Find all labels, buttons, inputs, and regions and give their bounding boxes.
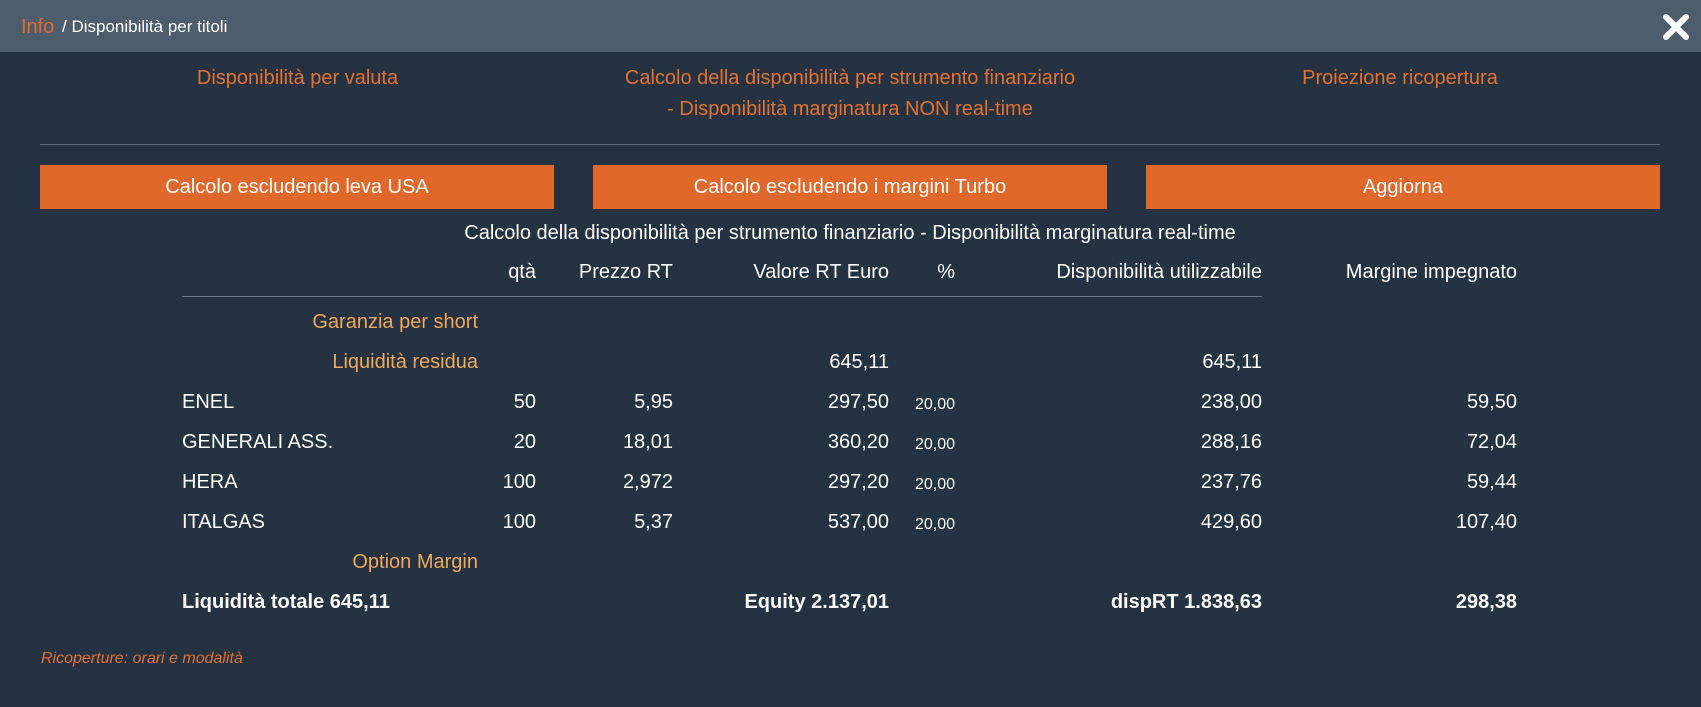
row-disp: 237,76 (1200, 471, 1262, 493)
row-qta: 20 (513, 431, 536, 453)
row-valore: 297,50 (827, 391, 889, 413)
header-margine: Margine impegnato (1345, 261, 1517, 283)
margine-total: 298,38 (1455, 591, 1517, 613)
close-icon[interactable] (1661, 12, 1691, 42)
escludi-margini-turbo-button[interactable]: Calcolo escludendo i margini Turbo (593, 165, 1107, 209)
row-name: ENEL (182, 391, 235, 413)
row-qta: 100 (502, 511, 536, 533)
title-bar (0, 0, 1701, 52)
liquidita-residua-disp: 645,11 (1202, 351, 1262, 373)
row-name: HERA (182, 471, 238, 493)
info-label: Info (21, 16, 55, 38)
section-divider (40, 144, 1660, 145)
nav-calcolo-strumento[interactable] (565, 63, 1135, 125)
row-disp: 238,00 (1200, 391, 1262, 413)
row-percent: 20,00 (914, 396, 955, 413)
row-prezzo: 2,972 (622, 471, 673, 493)
row-valore: 360,20 (827, 431, 889, 453)
aggiorna-button[interactable]: Aggiorna (1146, 165, 1660, 209)
row-qta: 50 (513, 391, 536, 413)
nav-proiezione-ricopertura[interactable]: Proiezione ricopertura (1302, 67, 1498, 89)
header-disponibilita: Disponibilità utilizzabile (1056, 261, 1262, 283)
row-name: ITALGAS (182, 511, 265, 533)
row-percent: 20,00 (914, 476, 955, 493)
row-margine: 59,44 (1466, 471, 1517, 493)
row-prezzo: 18,01 (622, 431, 673, 453)
garanzia-label: Garanzia per short (312, 311, 478, 333)
nav-calcolo-strumento-line2: - Disponibilità marginatura NON real-time (667, 98, 1033, 120)
escludi-leva-usa-button[interactable]: Calcolo escludendo leva USA (40, 165, 554, 209)
row-disp: 288,16 (1200, 431, 1262, 453)
header-qta: qtà (508, 261, 536, 283)
disp-rt-total: dispRT 1.838,63 (1110, 591, 1262, 613)
row-valore: 297,20 (827, 471, 889, 493)
row-qta: 100 (502, 471, 536, 493)
row-valore: 537,00 (827, 511, 889, 533)
table-title: Calcolo della disponibilità per strumento finanziario - Disponibilità marginatura real-time (464, 222, 1236, 244)
liquidita-residua-label: Liquidità residua (332, 351, 478, 373)
row-percent: 20,00 (914, 436, 955, 453)
liquidita-residua-valore: 645,11 (829, 351, 889, 373)
nav-disponibilita-valuta[interactable]: Disponibilità per valuta (196, 67, 399, 89)
row-prezzo: 5,95 (634, 391, 673, 413)
breadcrumb: / Disponibilità per titoli (62, 17, 228, 36)
row-margine: 107,40 (1455, 511, 1517, 533)
row-percent: 20,00 (914, 516, 955, 533)
row-name: GENERALI ASS. (182, 431, 334, 453)
row-margine: 59,50 (1466, 391, 1517, 413)
header-valore: Valore RT Euro (753, 261, 889, 283)
row-disp: 429,60 (1200, 511, 1262, 533)
header-prezzo: Prezzo RT (578, 261, 673, 283)
header-divider (182, 296, 1262, 297)
ricoperture-link[interactable]: Ricoperture: orari e modalità (41, 650, 243, 667)
liquidita-totale: Liquidità totale 645,11 (182, 591, 390, 613)
row-prezzo: 5,37 (634, 511, 673, 533)
option-margin-label: Option Margin (352, 551, 478, 573)
row-margine: 72,04 (1466, 431, 1517, 453)
nav-calcolo-strumento-line1: Calcolo della disponibilità per strumento finanziario (624, 67, 1076, 89)
header-percent: % (937, 261, 955, 283)
equity-total: Equity 2.137,01 (744, 591, 889, 613)
